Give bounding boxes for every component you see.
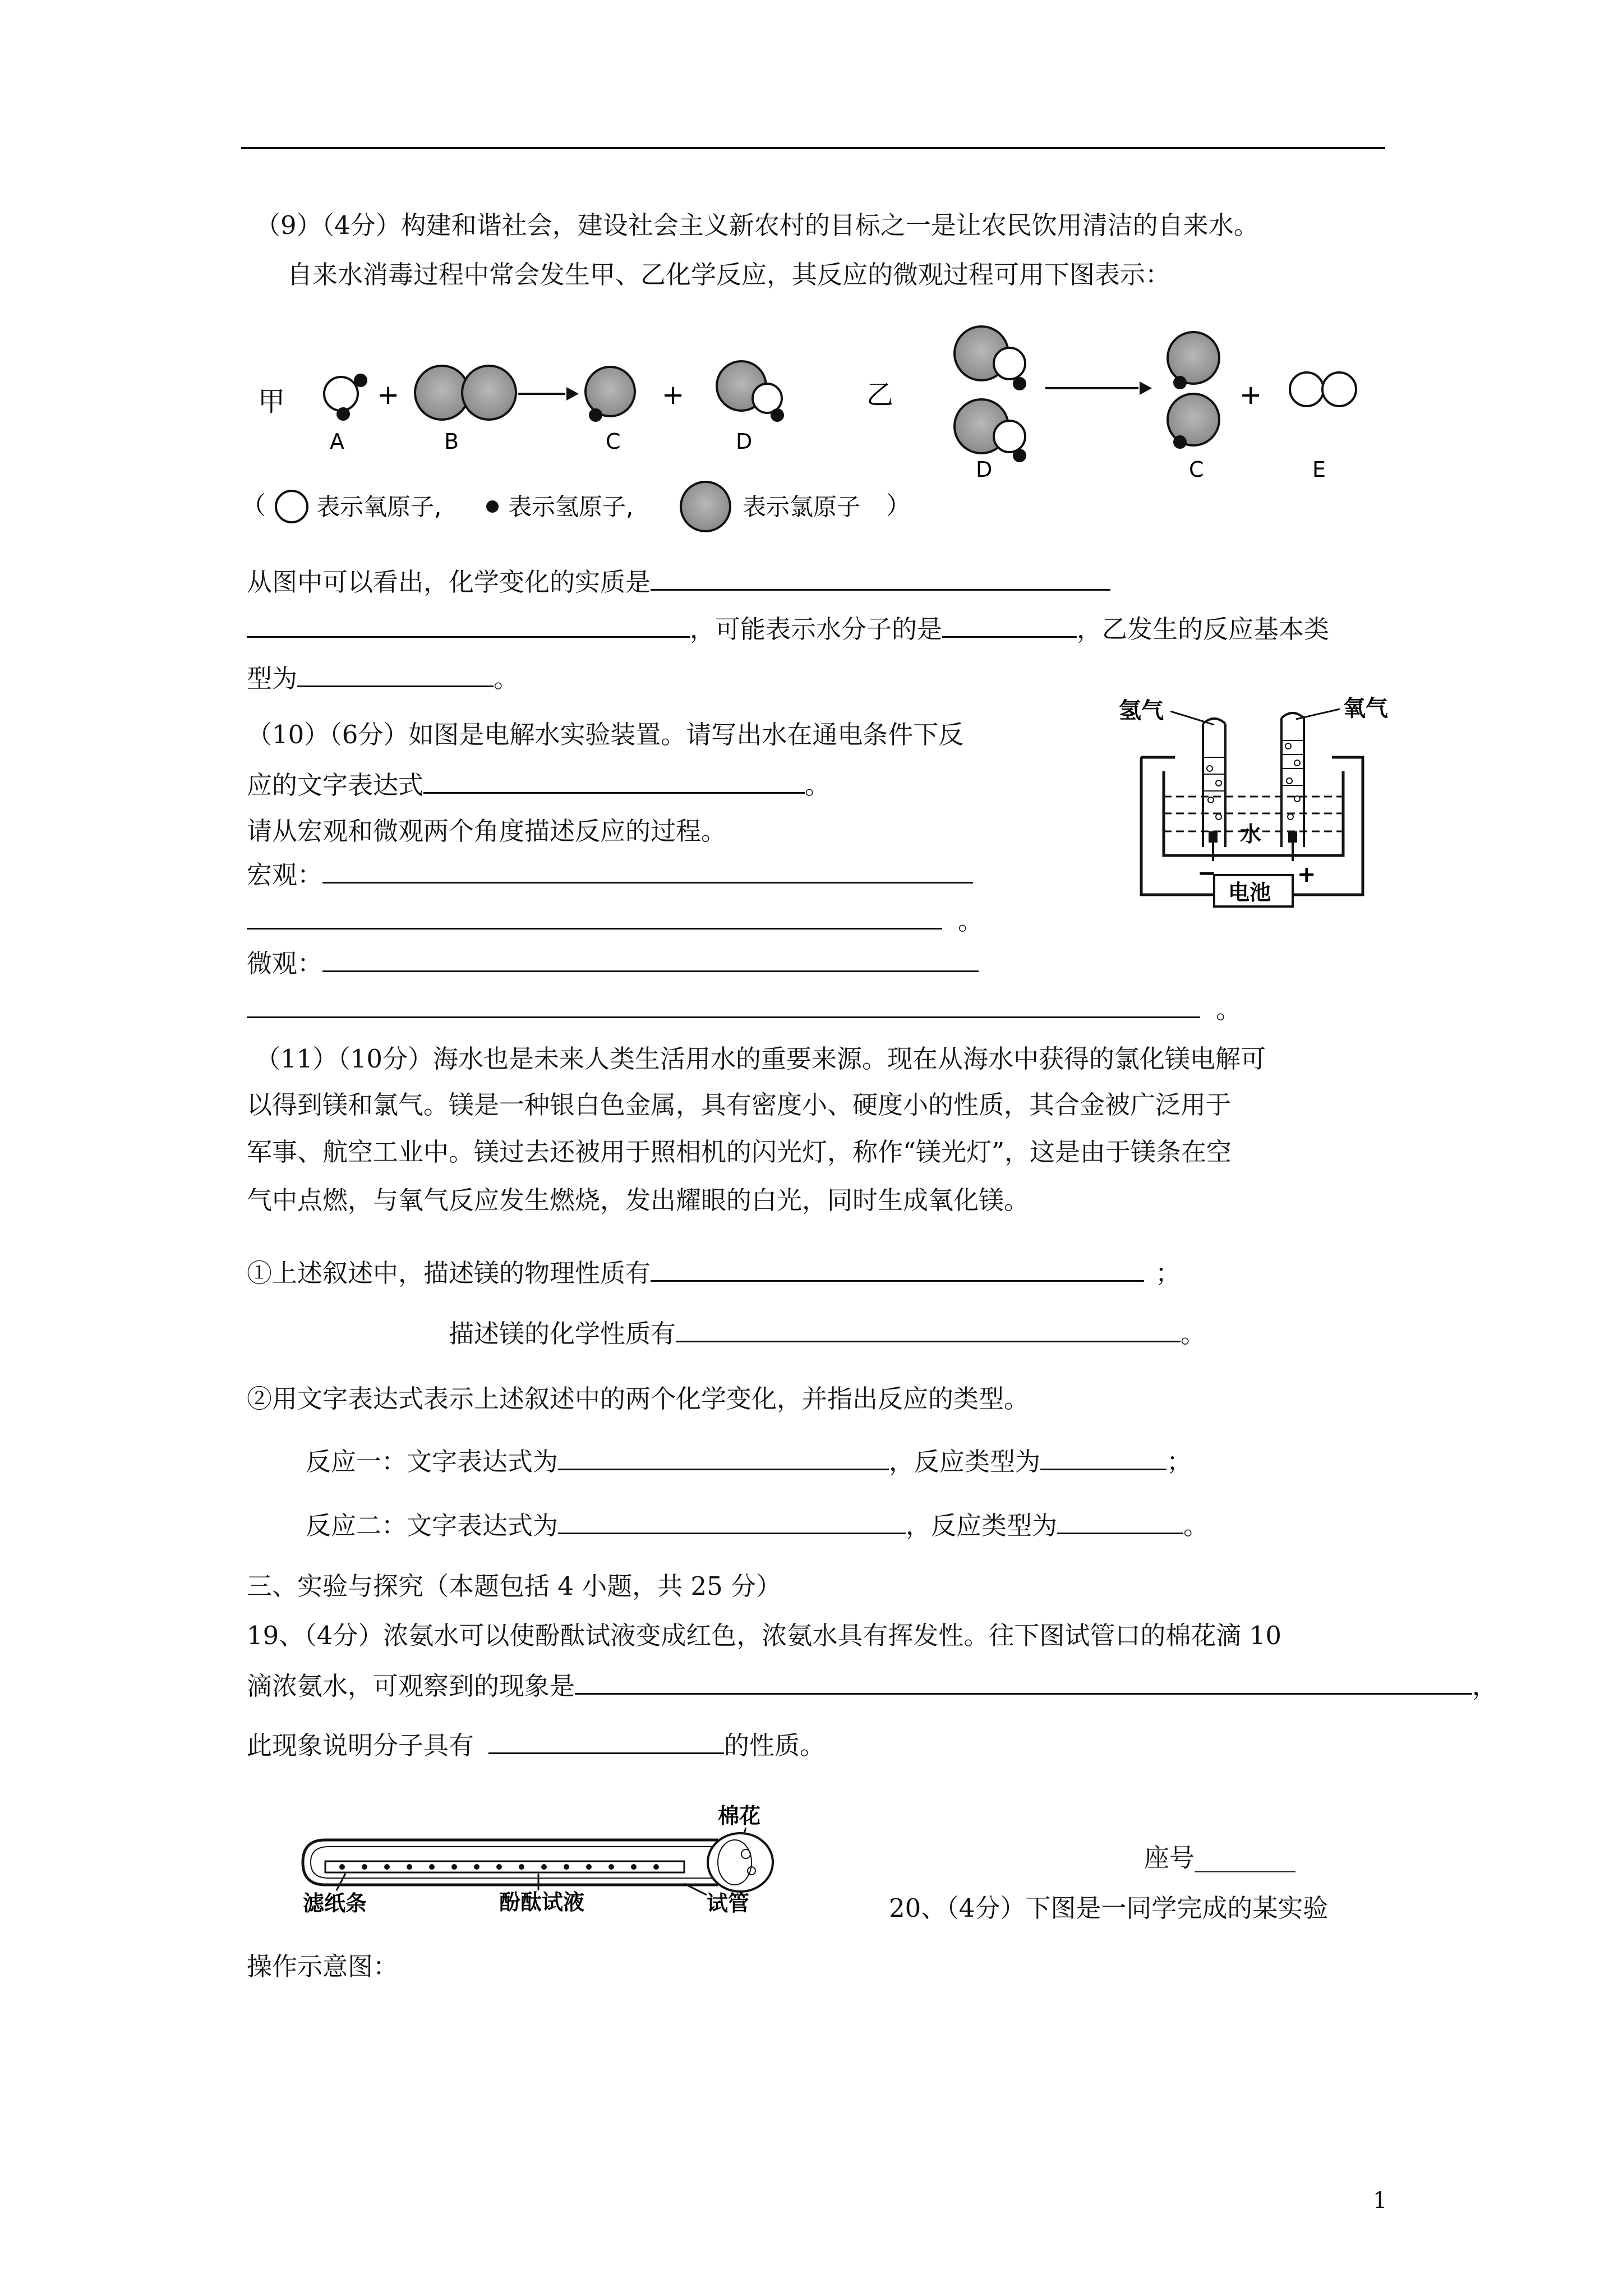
- plus-3: +: [1239, 379, 1262, 411]
- answer-blank-phenomenon[interactable]: [575, 1669, 1472, 1695]
- answer-blank-chemical-property[interactable]: [676, 1317, 1181, 1342]
- arrow-1: [518, 387, 579, 401]
- label-C: C: [606, 429, 621, 454]
- battery-minus: −: [1197, 861, 1216, 886]
- test-tube-diagram: [292, 1801, 830, 1916]
- legend-oxygen: 表示氧原子,: [316, 493, 442, 521]
- q19-line3: 此现象说明分子具有 的性质。: [247, 1729, 825, 1763]
- q9-line2: ，可能表示水分子的是 ，乙发生的反应基本类: [247, 613, 1329, 646]
- q9-line1: 从图中可以看出，化学变化的实质是: [247, 565, 1110, 599]
- answer-blank-essence[interactable]: [651, 565, 1110, 591]
- label-A: A: [330, 429, 344, 454]
- legend-close: ）: [886, 491, 911, 520]
- label-C-2: C: [1189, 457, 1204, 482]
- label-phenolphthalein: 酚酞试液: [499, 1890, 585, 1915]
- label-test-tube: 试管: [707, 1891, 750, 1916]
- q11-sub2: 描述镁的化学性质有 。: [449, 1317, 1206, 1351]
- label-B: B: [444, 429, 459, 454]
- molecule-E: [1290, 372, 1356, 406]
- q9-line3: 型为 。: [247, 662, 519, 696]
- molecule-C-bottom: [1168, 394, 1219, 449]
- q11-reaction-1: 反应一：文字表达式为 ，反应类型为 ；: [306, 1445, 1192, 1479]
- plus-1: +: [377, 379, 400, 411]
- answer-blank-essence-cont[interactable]: [247, 613, 690, 638]
- answer-blank-micro-cont[interactable]: [247, 993, 1200, 1018]
- arrow-2: [1045, 381, 1152, 395]
- legend-open: （: [241, 491, 266, 520]
- answer-blank-reaction2-type[interactable]: [1057, 1509, 1183, 1534]
- q19-line2: 滴浓氨水，可观察到的现象是 ，: [247, 1669, 1497, 1703]
- label-D: D: [736, 429, 753, 454]
- label-cotton: 棉花: [718, 1803, 761, 1828]
- q11-para-1: （11）（10分）海水也是未来人类生活用水的重要来源。现在从海水中获得的氯化镁电解可: [255, 1044, 1266, 1074]
- molecule-B: [415, 366, 516, 420]
- q9-header: （9）（4分）构建和谐社会，建设社会主义新农村的目标之一是让农民饮用清洁的自来水。: [255, 210, 1259, 240]
- label-water: 水: [1240, 822, 1262, 846]
- molecule-C-top: [1168, 332, 1219, 389]
- label-yi: 乙: [866, 379, 894, 411]
- answer-blank-molecule-property[interactable]: [488, 1729, 724, 1754]
- q20-line1: 20、（4分）下图是一同学完成的某实验: [889, 1893, 1329, 1923]
- legend-hydrogen: 表示氢原子,: [508, 493, 634, 521]
- hydrogen-atom-icon: [486, 500, 499, 513]
- q10-line2: 应的文字表达式 。: [247, 769, 830, 802]
- battery-plus: +: [1297, 862, 1316, 887]
- answer-blank-water-molecule[interactable]: [942, 613, 1077, 638]
- molecule-C: [585, 367, 635, 422]
- label-oxygen: 氧气: [1343, 696, 1388, 721]
- plus-2: +: [662, 379, 685, 411]
- label-E: E: [1312, 457, 1326, 482]
- q19-line1: 19、（4分）浓氨水可以使酚酞试液变成红色，浓氨水具有挥发性。往下图试管口的棉花滴 10: [247, 1621, 1281, 1650]
- label-filter-paper: 滤纸条: [303, 1891, 367, 1916]
- q10-line3: 请从宏观和微观两个角度描述反应的过程。: [247, 816, 727, 846]
- answer-blank-reaction-type[interactable]: [297, 662, 494, 687]
- q20-line2: 操作示意图：: [247, 1952, 399, 1981]
- label-battery: 电池: [1228, 880, 1271, 905]
- q10-macro-cont: 。: [247, 904, 983, 938]
- chlorine-atom-icon: [681, 482, 730, 531]
- answer-blank-macro[interactable]: [322, 858, 973, 884]
- q10-line1: （10）（6分）如图是电解水实验装置。请写出水在通电条件下反: [247, 720, 964, 749]
- q11-para-2: 以得到镁和氯气。镁是一种银白色金属，具有密度小、硬度小的性质，其合金被广泛用于: [247, 1090, 1232, 1120]
- legend-chlorine: 表示氯原子: [743, 493, 861, 521]
- answer-blank-reaction1-type[interactable]: [1040, 1445, 1166, 1470]
- page-number: 1: [1373, 2188, 1387, 2214]
- molecule-D-top: [955, 326, 1026, 390]
- answer-blank-micro[interactable]: [322, 947, 979, 972]
- answer-blank-physical-property[interactable]: [651, 1257, 1144, 1282]
- q10-macro: 宏观：: [247, 858, 973, 892]
- label-hydrogen: 氢气: [1119, 698, 1164, 724]
- molecule-D: [717, 361, 784, 422]
- label-D-2: D: [976, 457, 993, 482]
- answer-blank-reaction1-equation[interactable]: [558, 1445, 889, 1470]
- q11-sub1: ①上述叙述中，描述镁的物理性质有 ；: [247, 1257, 1181, 1290]
- q10-micro-cont: 。: [247, 993, 1241, 1027]
- q11-sub3: ②用文字表达式表示上述叙述中的两个化学变化，并指出反应的类型。: [247, 1384, 1030, 1414]
- section-3-heading: 三、实验与探究（本题包括 4 小题，共 25 分）: [247, 1571, 782, 1601]
- answer-blank-reaction2-equation[interactable]: [558, 1509, 906, 1534]
- seat-number: 座号________: [1144, 1843, 1296, 1872]
- molecule-D-bottom: [955, 399, 1026, 462]
- q9-intro: 自来水消毒过程中常会发生甲、乙化学反应，其反应的微观过程可用下图表示：: [287, 260, 1171, 289]
- q11-para-4: 气中点燃，与氧气反应发生燃烧，发出耀眼的白光，同时生成氧化镁。: [247, 1185, 1030, 1215]
- q11-reaction-2: 反应二：文字表达式为 ，反应类型为 。: [306, 1509, 1209, 1543]
- header-rule: [241, 147, 1385, 149]
- q11-para-3: 军事、航空工业中。镁过去还被用于照相机的闪光灯，称作“镁光灯”，这是由于镁条在空: [247, 1137, 1232, 1167]
- oxygen-atom-icon: [276, 491, 307, 522]
- answer-blank-macro-cont[interactable]: [247, 904, 942, 930]
- label-jia: 甲: [258, 386, 285, 417]
- cotton-plug: [708, 1833, 773, 1892]
- reaction-diagram: [241, 314, 1413, 533]
- q10-micro: 微观：: [247, 947, 979, 981]
- answer-blank-word-equation[interactable]: [423, 769, 805, 794]
- molecule-A: [324, 374, 367, 421]
- electrolysis-apparatus: [1119, 684, 1410, 909]
